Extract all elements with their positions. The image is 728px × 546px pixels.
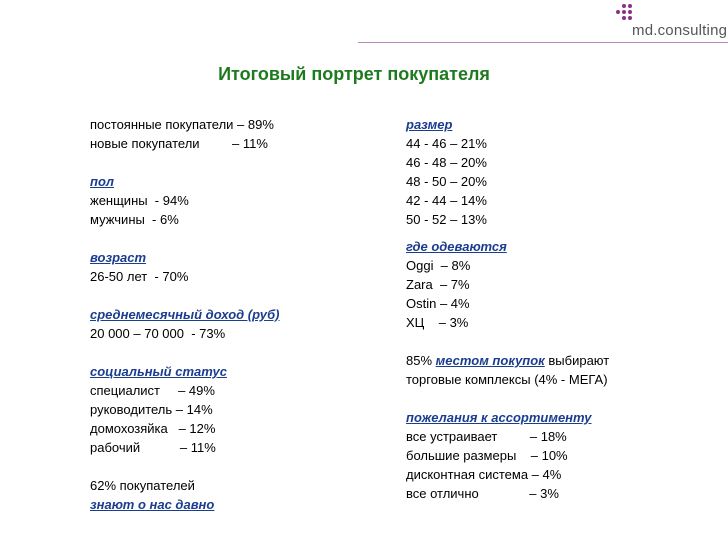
known-line: 62% покупателей [90,478,195,493]
gender-line: мужчины - 6% [90,212,179,227]
where-heading: где одеваются [406,239,507,254]
status-line: домохозяйка – 12% [90,421,216,436]
place-line [406,351,716,370]
known-link: знают о нас давно [90,497,215,512]
where-line: Oggi – 8% [406,258,471,273]
gender-heading: пол [90,174,114,189]
size-heading: размер [406,117,453,132]
loyalty-line: постоянные покупатели – 89% [90,117,274,132]
size-line: 42 - 44 – 14% [406,193,487,208]
age-line: 26-50 лет - 70% [90,269,189,284]
wishes-line: большие размеры – 10% [406,448,568,463]
income-line: 20 000 – 70 000 - 73% [90,326,226,341]
wishes-heading: пожелания к ассортименту [406,410,592,425]
place-link: местом покупок [435,353,545,368]
where-line: Zara – 7% [406,277,470,292]
age-heading: возраст [90,250,147,265]
where-line: Ostin – 4% [406,296,470,311]
wishes-line: дисконтная система – 4% [406,467,562,482]
loyalty-line: новые покупатели – 11% [90,136,268,151]
gender-line: женщины - 94% [90,193,189,208]
size-line: 50 - 52 – 13% [406,212,487,227]
brand-logo-text: md.consulting [632,22,728,39]
size-line: 48 - 50 – 20% [406,174,487,189]
brand-divider [358,42,728,43]
wishes-line: все устраивает – 18% [406,429,567,444]
logo-dots-icon [612,4,632,24]
status-line: специалист – 49% [90,383,215,398]
left-column [90,115,390,514]
place-suffix: выбирают [544,353,610,368]
size-line: 46 - 48 – 20% [406,155,487,170]
size-line: 44 - 46 – 21% [406,136,487,151]
status-line: рабочий – 11% [90,440,216,455]
wishes-line: все отлично – 3% [406,486,559,501]
where-line: ХЦ – 3% [406,315,469,330]
place-prefix: 85% [406,353,436,368]
status-heading: социальный статус [90,364,227,379]
income-heading: среднемесячный доход (руб) [90,307,280,322]
page-title: Итоговый портрет покупателя [218,64,490,84]
place-line-2: торговые комплексы (4% - МЕГА) [406,372,608,387]
status-line: руководитель – 14% [90,402,213,417]
right-column [406,115,716,503]
